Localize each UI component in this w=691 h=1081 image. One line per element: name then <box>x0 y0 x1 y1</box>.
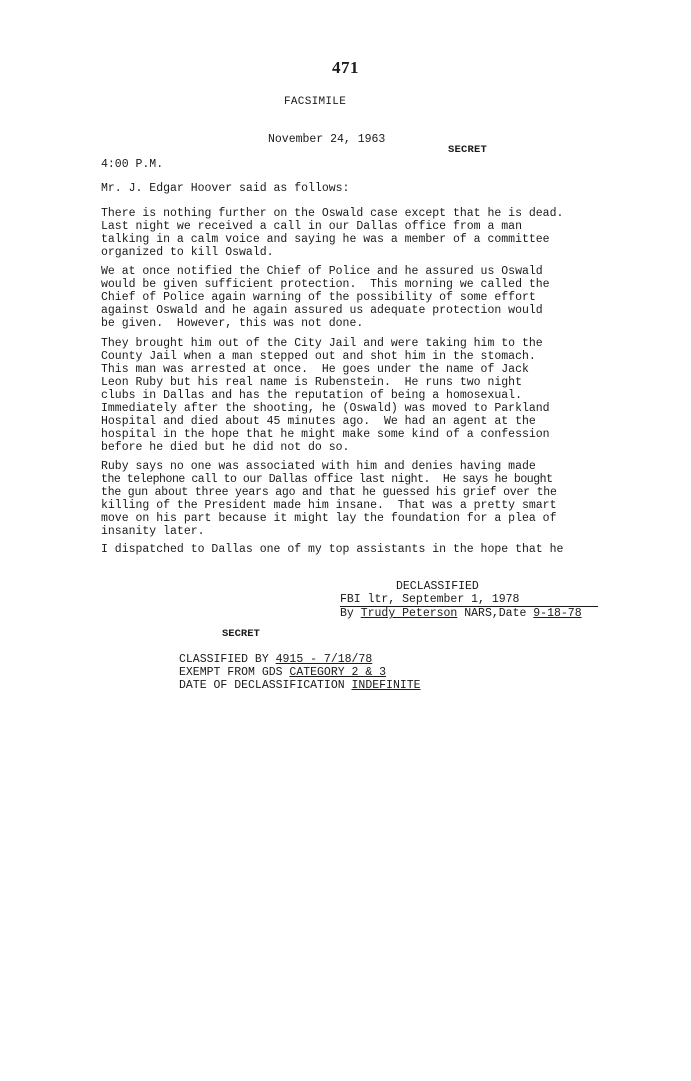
paragraph-line: organized to kill Oswald. <box>101 246 274 259</box>
document-time: 4:00 P.M. <box>101 158 164 171</box>
declassification-stamp <box>340 580 600 620</box>
secret-stamp-top: SECRET <box>448 144 488 156</box>
paragraph-line: talking in a calm voice and saying he was a member of a committee <box>101 233 550 246</box>
exempt-category: CATEGORY 2 & 3 <box>289 666 387 679</box>
paragraph-line: would be given sufficient protection. This morning we called the <box>101 278 550 291</box>
paragraph-line: the telephone call to our Dallas office last night. He says he bought <box>101 473 553 486</box>
declass-date-line <box>179 679 479 692</box>
declass-date-label: DATE OF DECLASSIFICATION <box>179 679 352 692</box>
declassified-date: 9-18-78 <box>533 607 582 620</box>
document-date: November 24, 1963 <box>268 133 386 146</box>
page-number: 471 <box>332 58 359 77</box>
exempt-line <box>179 666 479 679</box>
declassified-by-line <box>340 607 600 620</box>
classified-by-line <box>179 653 479 666</box>
paragraph-1 <box>101 207 601 259</box>
paragraph-line: County Jail when a man stepped out and shot him in the stomach. <box>101 350 536 363</box>
classified-by-label: CLASSIFIED BY <box>179 653 276 666</box>
declass-date-value: INDEFINITE <box>351 679 421 692</box>
paragraph-3 <box>101 337 601 454</box>
paragraph-2 <box>101 265 601 330</box>
paragraph-line: be given. However, this was not done. <box>101 317 364 330</box>
paragraph-line: move on his part because it might lay the foundation for a plea of <box>101 512 557 525</box>
fbi-letter-prefix: FBI ltr, <box>340 593 403 606</box>
fbi-letter-date: September 1, 1978 <box>402 593 520 606</box>
paragraph-line: Chief of Police again warning of the possibility of some effort <box>101 291 536 304</box>
paragraph-line: Leon Ruby but his real name is Rubenstein. He runs two night <box>101 376 522 389</box>
facsimile-label: FACSIMILE <box>284 96 347 108</box>
intro-line: Mr. J. Edgar Hoover said as follows: <box>101 182 350 195</box>
paragraph-line: against Oswald and he again assured us adequate protection would <box>101 304 543 317</box>
date-prefix: Date <box>498 607 534 620</box>
secret-stamp-bottom: SECRET <box>222 628 260 640</box>
paragraph-4 <box>101 460 601 538</box>
paragraph-line: before he died but he did not do so. <box>101 441 350 454</box>
agency: NARS, <box>457 607 499 620</box>
classification-block <box>179 653 479 692</box>
classified-by-value: 4915 - 7/18/78 <box>275 653 373 666</box>
by-prefix: By <box>340 607 361 620</box>
paragraph-line: We at once notified the Chief of Police and he assured us Oswald <box>101 265 543 278</box>
paragraph-line: I dispatched to Dallas one of my top assistants in the hope that he <box>101 543 564 556</box>
paragraph-line: the gun about three years ago and that he guessed his grief over the <box>101 486 557 499</box>
paragraph-line: This man was arrested at once. He goes under the name of Jack <box>101 363 529 376</box>
paragraph-line: Immediately after the shooting, he (Oswald) was moved to Parkland <box>101 402 550 415</box>
paragraph-5 <box>101 543 601 556</box>
paragraph-line: killing of the President made him insane. That was a pretty smart <box>101 499 557 512</box>
paragraph-line: There is nothing further on the Oswald case except that he is dead. <box>101 207 564 220</box>
paragraph-line: hospital in the hope that he might make some kind of a confession <box>101 428 550 441</box>
paragraph-line: clubs in Dallas and has the reputation of being a homosexual. <box>101 389 522 402</box>
paragraph-line: Ruby says no one was associated with him and denies having made <box>101 460 536 473</box>
declassified-by-name: Trudy Peterson <box>360 607 458 620</box>
paragraph-line: Last night we received a call in our Dallas office from a man <box>101 220 522 233</box>
exempt-label: EXEMPT FROM GDS <box>179 666 290 679</box>
fbi-letter-line <box>340 594 598 607</box>
paragraph-line: Hospital and died about 45 minutes ago. We had an agent at the <box>101 415 536 428</box>
paragraph-line: They brought him out of the City Jail and were taking him to the <box>101 337 543 350</box>
paragraph-line: insanity later. <box>101 525 205 538</box>
declassified-title: DECLASSIFIED <box>396 580 479 593</box>
